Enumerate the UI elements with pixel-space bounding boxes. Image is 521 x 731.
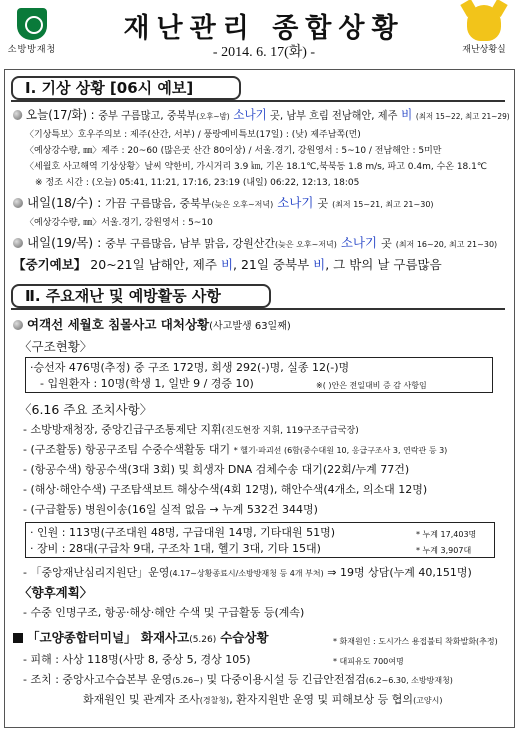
psych-support <box>23 566 472 581</box>
measure-5: - (구급활동) 병원이송(16일 실적 없음 → 누계 532건 344명) <box>23 503 318 516</box>
tomorrow-label: 내일(18/수) : <box>27 195 102 210</box>
goyang-title: 「고양종합터미널」 화재사고 <box>27 630 190 645</box>
goyang-action-2 <box>83 693 443 708</box>
dayafter-text1: 중부 구름많음, 남부 맑음, 강원산간 <box>105 237 276 250</box>
midterm-label: 【중기예보】 <box>13 257 87 272</box>
action1-text: - 조치 : 중앙사고수습본부 운영 <box>23 673 173 686</box>
action2-sub2: (고양시) <box>413 696 443 705</box>
dayafter-temp: (최저 16~20, 최고 21~30) <box>395 240 498 249</box>
measure-1-text: - 소방방재청장, 중앙긴급구조통제단 지휘 <box>23 423 222 436</box>
tomorrow-rain1: 소나기 <box>277 195 314 210</box>
rescue-box <box>25 357 493 393</box>
action1-mid: 및 다중이용시설 등 긴급안전점검 <box>206 673 366 686</box>
page-title: 재난관리 종합상황 <box>123 13 405 44</box>
today-temp: (최저 15~22, 최고 21~29) <box>415 112 510 121</box>
header <box>4 3 517 66</box>
today-rainfall: 〈예상강수량, ㎜〉제주 : 20~60 (많은곳 산간 80이상) / 서울.경기, 강원영서 : 5~10 / 전남해안 : 5미만 <box>25 146 442 156</box>
section2-divider <box>11 308 505 310</box>
goyang-head <box>13 631 269 647</box>
goyang-title2: 수습상황 <box>220 630 269 645</box>
bullet-icon <box>13 238 23 248</box>
dayafter-forecast <box>13 236 497 252</box>
action1-sub1: (5.26~) <box>172 676 203 685</box>
square-bullet-icon <box>13 633 23 643</box>
tomorrow-small1: (늦은 오후~저녁) <box>211 200 274 209</box>
mascot-label: 재난상황실 <box>462 45 506 55</box>
measures-title: 〈6.16 주요 조치사항〉 <box>19 402 153 417</box>
midterm-forecast <box>13 258 442 272</box>
midterm-rain1: 비 <box>220 257 234 272</box>
personnel-total: * 누계 17,403명 <box>416 530 477 539</box>
psych-text: - 「중앙재난심리지원단」운영 <box>23 566 170 579</box>
measure-2 <box>23 443 447 458</box>
measure-2-sub: * 헬기·파괴선 (6함(중수대원 10, 응급구조사 3, 연락관 등 3) <box>233 446 448 455</box>
dayafter-text2: 곳 <box>381 237 392 250</box>
today-tide: ※ 정조 시간 : (오늘) 05:41, 11:21, 17:16, 23:19 (내일) 06:22, 12:13, 18:05 <box>35 178 360 188</box>
sewol-title: 여객선 세월호 침몰사고 대처상황 <box>27 317 210 332</box>
rescue-count: ·승선자 476명(추정) 중 구조 172명, 희생 292(-)명, 실종 12(-)명 <box>30 361 350 374</box>
fire-cause-note: * 화재원인 : 도시가스 용접불티 착화발화(추정) <box>333 637 498 646</box>
goyang-action-1 <box>23 673 453 688</box>
today-small1: (오후~밤) <box>196 112 230 121</box>
today-text2: 곳, 남부 흐림 전남해안, 제주 <box>270 109 398 122</box>
action1-sub2: (6.2~6.30, 소방방재청) <box>365 676 453 685</box>
equipment-total: * 누계 3,907대 <box>416 546 472 555</box>
change-note: ※( )안은 전일대비 증 감 사항임 <box>316 381 427 390</box>
personnel: · 인원 : 113명(구조대원 48명, 구급대원 14명, 기타대원 51명) <box>30 526 336 539</box>
action2-mid: , 환자지원반 운영 및 피해보상 등 협의 <box>229 693 414 706</box>
tomorrow-temp: (최저 15~21, 최고 21~30) <box>332 200 434 209</box>
tomorrow-forecast <box>13 196 434 212</box>
goyang-date: (5.26) <box>189 635 217 645</box>
mascot-icon <box>467 5 501 41</box>
mascot-logo <box>453 3 515 65</box>
bullet-icon <box>13 320 23 330</box>
tomorrow-text2: 곳 <box>317 197 329 210</box>
sewol-day-count: (사고발생 63일째) <box>209 321 291 332</box>
today-warning: 〈기상특보〉호우주의보 : 제주(산간, 서부) / 풍랑예비특보(17일) : (낮) 제주남쪽(먼) <box>25 130 361 140</box>
tomorrow-text1: 가끔 구름많음, 중북부 <box>105 197 212 210</box>
bullet-icon <box>13 110 22 120</box>
section1-title: Ⅰ. 기상 상황 [06시 예보] <box>11 76 241 100</box>
tomorrow-rainfall: 〈예상강수량, ㎜〉서울.경기, 강원영서 : 5~10 <box>25 218 213 228</box>
report-date: - 2014. 6. 17(화) - <box>212 45 316 60</box>
hospitalized: - 입원환자 : 10명(학생 1, 일반 9 / 경증 10) <box>40 377 254 390</box>
measure-4: - (해상·해안수색) 구조탐색보트 해상수색(4회 12명), 해안수색(4개소, 의소대 12명) <box>23 483 428 496</box>
psych-sub: (4.17~상황종료시/소방방재청 등 4개 부처) <box>169 569 324 578</box>
today-label: 오늘(17/화) : <box>25 107 95 122</box>
midterm-text1: 20~21일 남해안, 제주 <box>90 257 217 272</box>
dayafter-small1: (늦은 오후~저녁) <box>275 240 337 249</box>
action2-sub1: (경찰청) <box>199 696 230 705</box>
midterm-text3: , 그 밖의 날 구름많음 <box>325 257 442 272</box>
measure-2-text: - (구조활동) 항공구조팀 수중수색활동 대기 <box>23 443 231 456</box>
report-body <box>4 69 515 728</box>
action2-text: 화재원인 및 관계자 조사 <box>83 693 200 706</box>
resources-box <box>25 522 495 558</box>
rescue-title: 〈구조현황〉 <box>19 339 93 354</box>
agency-logo <box>6 5 58 63</box>
goyang-damage: - 피해 : 사상 118명(사망 8, 중상 5, 경상 105) <box>23 653 251 666</box>
midterm-rain2: 비 <box>313 257 326 272</box>
midterm-text2: , 21일 중북부 <box>233 257 310 272</box>
plan-1: - 수중 인명구조, 항공·해상·해안 수색 및 구급활동 등(계속) <box>23 606 305 619</box>
today-rain2: 비 <box>401 107 413 122</box>
measure-1-sub: (진도현장 지휘, 119구조구급국장) <box>221 426 359 436</box>
today-text1: 중부 구름많고, 중북부 <box>98 109 197 122</box>
bullet-icon <box>13 198 23 208</box>
evacuation-note: * 대피유도 700여명 <box>333 657 404 666</box>
measure-3: - (항공수색) 항공수색(3대 3회) 및 희생자 DNA 검체수송 대기(22회/누계 77건) <box>23 463 410 476</box>
section1-divider <box>11 100 505 102</box>
equipment: · 장비 : 28대(구급차 9대, 구조차 1대, 헬기 3대, 기타 15대) <box>30 542 321 555</box>
today-rain1: 소나기 <box>233 107 267 122</box>
agency-name: 소방방재청 <box>7 45 57 55</box>
section2-title: Ⅱ. 주요재난 및 예방활동 사항 <box>11 284 271 308</box>
dayafter-rain1: 소나기 <box>340 235 378 250</box>
shield-icon <box>17 8 47 40</box>
today-sewol-weather: 〈세월호 사고해역 기상상황〉날씨 약한비, 가시거리 3.9 ㎞, 기온 18.1℃,북북동 1.8 m/s, 파고 0.4m, 수온 18.1℃ <box>25 162 487 172</box>
measure-1 <box>23 423 359 438</box>
sewol-head <box>13 318 291 334</box>
today-forecast <box>13 108 510 124</box>
psych-count: ⇒ 19명 상담(누계 40,151명) <box>327 566 472 579</box>
plan-title: 〈향후계획〉 <box>19 585 93 600</box>
dayafter-label: 내일(19/목) : <box>27 235 102 250</box>
